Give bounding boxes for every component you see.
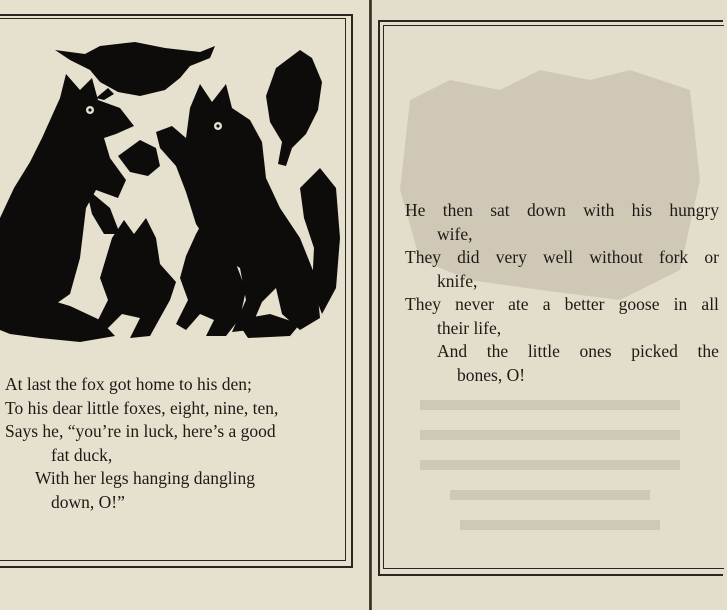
verse-word: without <box>589 247 643 267</box>
fox-family-silhouette-icon <box>0 38 345 346</box>
verse-line: fat duck, <box>51 444 113 465</box>
verse-word: goose <box>618 294 660 314</box>
verse-line <box>405 293 719 317</box>
verse-word: They <box>405 247 441 267</box>
verse-word: And <box>437 341 468 361</box>
verse-line: wife, <box>437 223 473 244</box>
verse-word: very <box>495 247 527 267</box>
verse-word: the <box>697 341 719 361</box>
verse-line: Says he, “you’re in luck, here’s a good <box>5 421 276 441</box>
verse-word: in <box>673 294 688 314</box>
verse-word: down <box>526 200 566 220</box>
verse-word: better <box>564 294 605 314</box>
verse-line <box>405 246 719 270</box>
verse-word: well <box>543 247 574 267</box>
verse-line: With her legs hanging dangling <box>35 468 255 488</box>
verse-line: bones, O! <box>457 364 526 385</box>
verse-word: with <box>583 200 615 220</box>
verse-word: did <box>457 247 480 267</box>
verse-word: then <box>442 200 473 220</box>
verse-line: knife, <box>437 270 478 291</box>
verse-line: their life, <box>437 317 502 338</box>
verse-word: ate <box>508 294 529 314</box>
verse-line <box>405 340 719 364</box>
verse-word: all <box>701 294 719 314</box>
verse-word: fork <box>659 247 689 267</box>
verse-word: They <box>405 294 441 314</box>
verse-word: picked <box>631 341 678 361</box>
verse-word: or <box>704 247 719 267</box>
verse-word: a <box>542 294 551 314</box>
verse-line: To his dear little foxes, eight, nine, ten, <box>5 397 279 418</box>
verse-line: At last the fox got home to his den; <box>5 374 252 394</box>
verse-word: ones <box>579 341 612 361</box>
verse-word: never <box>455 294 494 314</box>
verse-word: He <box>405 200 426 220</box>
verse-word: little <box>527 341 560 361</box>
left-page-verse <box>5 373 325 514</box>
verse-word: sat <box>490 200 510 220</box>
verse-word: hungry <box>669 200 719 220</box>
verse-word: the <box>486 341 509 361</box>
verse-word: his <box>631 200 653 220</box>
right-page-verse <box>405 199 719 387</box>
verse-line: down, O!” <box>51 491 125 512</box>
verse-line <box>405 199 719 223</box>
